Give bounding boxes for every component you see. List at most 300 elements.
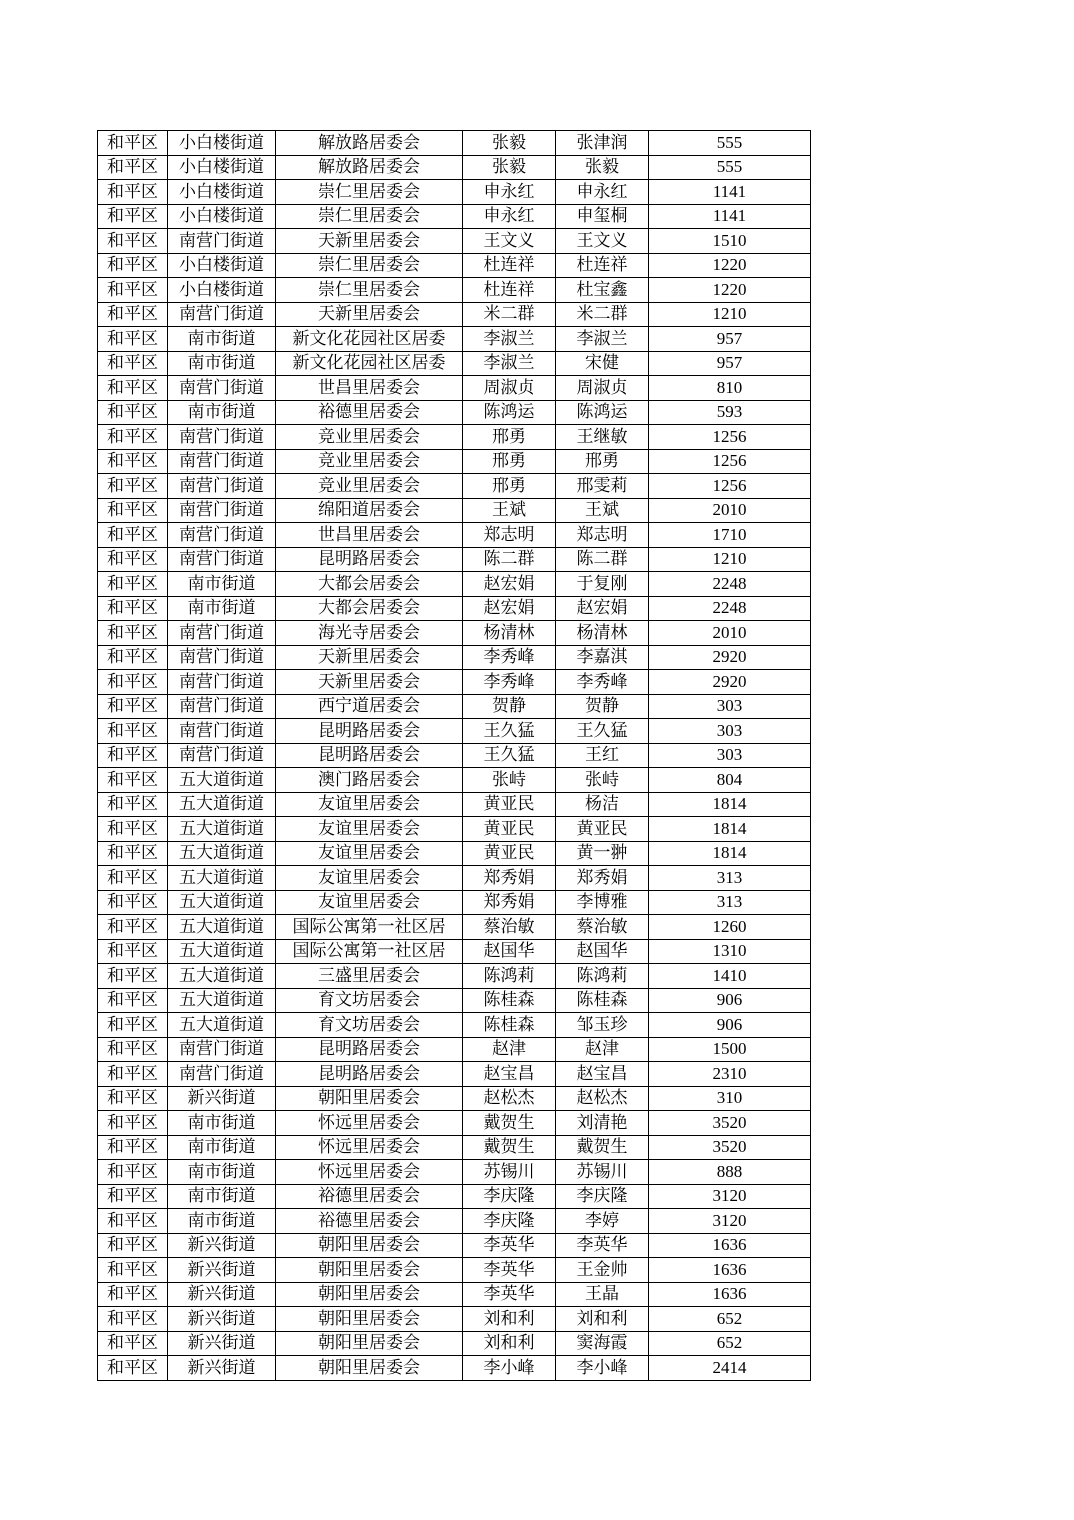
committee-cell[interactable]: 昆明路居委会 (276, 743, 463, 768)
applicant-cell[interactable]: 张毅 (463, 131, 556, 156)
committee-cell[interactable]: 国际公寓第一社区居 (276, 939, 463, 964)
applicant-cell[interactable]: 刘和利 (463, 1307, 556, 1332)
amount-cell[interactable]: 303 (649, 719, 811, 744)
district-cell[interactable]: 和平区 (98, 621, 168, 646)
committee-cell[interactable]: 朝阳里居委会 (276, 1086, 463, 1111)
member-cell[interactable]: 王红 (556, 743, 649, 768)
applicant-cell[interactable]: 李秀峰 (463, 670, 556, 695)
member-cell[interactable]: 杜连祥 (556, 253, 649, 278)
member-cell[interactable]: 王文义 (556, 229, 649, 254)
applicant-cell[interactable]: 王久猛 (463, 743, 556, 768)
committee-cell[interactable]: 竞业里居委会 (276, 425, 463, 450)
district-cell[interactable]: 和平区 (98, 204, 168, 229)
amount-cell[interactable]: 1710 (649, 523, 811, 548)
amount-cell[interactable]: 957 (649, 327, 811, 352)
district-cell[interactable]: 和平区 (98, 547, 168, 572)
amount-cell[interactable]: 593 (649, 400, 811, 425)
committee-cell[interactable]: 天新里居委会 (276, 645, 463, 670)
committee-cell[interactable]: 竞业里居委会 (276, 449, 463, 474)
applicant-cell[interactable]: 陈桂森 (463, 1013, 556, 1038)
applicant-cell[interactable]: 李淑兰 (463, 351, 556, 376)
amount-cell[interactable]: 555 (649, 155, 811, 180)
applicant-cell[interactable]: 黄亚民 (463, 841, 556, 866)
applicant-cell[interactable]: 陈桂森 (463, 988, 556, 1013)
street-cell[interactable]: 五大道街道 (168, 1013, 276, 1038)
applicant-cell[interactable]: 郑志明 (463, 523, 556, 548)
committee-cell[interactable]: 友谊里居委会 (276, 866, 463, 891)
committee-cell[interactable]: 大都会居委会 (276, 596, 463, 621)
applicant-cell[interactable]: 郑秀娟 (463, 866, 556, 891)
amount-cell[interactable]: 1636 (649, 1258, 811, 1283)
member-cell[interactable]: 于复刚 (556, 572, 649, 597)
committee-cell[interactable]: 三盛里居委会 (276, 964, 463, 989)
committee-cell[interactable]: 崇仁里居委会 (276, 180, 463, 205)
applicant-cell[interactable]: 杨清林 (463, 621, 556, 646)
member-cell[interactable]: 张津润 (556, 131, 649, 156)
applicant-cell[interactable]: 李英华 (463, 1258, 556, 1283)
amount-cell[interactable]: 1256 (649, 425, 811, 450)
amount-cell[interactable]: 652 (649, 1331, 811, 1356)
street-cell[interactable]: 南市街道 (168, 327, 276, 352)
member-cell[interactable]: 赵津 (556, 1037, 649, 1062)
committee-cell[interactable]: 友谊里居委会 (276, 817, 463, 842)
amount-cell[interactable]: 1636 (649, 1282, 811, 1307)
street-cell[interactable]: 南营门街道 (168, 670, 276, 695)
member-cell[interactable]: 赵宏娟 (556, 596, 649, 621)
member-cell[interactable]: 王久猛 (556, 719, 649, 744)
district-cell[interactable]: 和平区 (98, 915, 168, 940)
committee-cell[interactable]: 昆明路居委会 (276, 1062, 463, 1087)
district-cell[interactable]: 和平区 (98, 1111, 168, 1136)
member-cell[interactable]: 陈二群 (556, 547, 649, 572)
district-cell[interactable]: 和平区 (98, 449, 168, 474)
street-cell[interactable]: 南营门街道 (168, 547, 276, 572)
applicant-cell[interactable]: 周淑贞 (463, 376, 556, 401)
district-cell[interactable]: 和平区 (98, 596, 168, 621)
committee-cell[interactable]: 天新里居委会 (276, 229, 463, 254)
committee-cell[interactable]: 竞业里居委会 (276, 474, 463, 499)
amount-cell[interactable]: 888 (649, 1160, 811, 1185)
street-cell[interactable]: 南市街道 (168, 596, 276, 621)
amount-cell[interactable]: 957 (649, 351, 811, 376)
street-cell[interactable]: 南市街道 (168, 1184, 276, 1209)
committee-cell[interactable]: 怀远里居委会 (276, 1111, 463, 1136)
applicant-cell[interactable]: 李秀峰 (463, 645, 556, 670)
amount-cell[interactable]: 1256 (649, 449, 811, 474)
member-cell[interactable]: 赵松杰 (556, 1086, 649, 1111)
district-cell[interactable]: 和平区 (98, 1086, 168, 1111)
street-cell[interactable]: 南营门街道 (168, 425, 276, 450)
member-cell[interactable]: 申永红 (556, 180, 649, 205)
applicant-cell[interactable]: 陈二群 (463, 547, 556, 572)
member-cell[interactable]: 邢雯莉 (556, 474, 649, 499)
committee-cell[interactable]: 绵阳道居委会 (276, 498, 463, 523)
member-cell[interactable]: 李嘉淇 (556, 645, 649, 670)
amount-cell[interactable]: 2920 (649, 670, 811, 695)
amount-cell[interactable]: 652 (649, 1307, 811, 1332)
applicant-cell[interactable]: 戴贺生 (463, 1135, 556, 1160)
district-cell[interactable]: 和平区 (98, 376, 168, 401)
applicant-cell[interactable]: 申永红 (463, 180, 556, 205)
street-cell[interactable]: 小白楼街道 (168, 131, 276, 156)
amount-cell[interactable]: 1141 (649, 180, 811, 205)
district-cell[interactable]: 和平区 (98, 425, 168, 450)
committee-cell[interactable]: 西宁道居委会 (276, 694, 463, 719)
member-cell[interactable]: 王斌 (556, 498, 649, 523)
member-cell[interactable]: 米二群 (556, 302, 649, 327)
amount-cell[interactable]: 310 (649, 1086, 811, 1111)
street-cell[interactable]: 南市街道 (168, 1135, 276, 1160)
committee-cell[interactable]: 澳门路居委会 (276, 768, 463, 793)
district-cell[interactable]: 和平区 (98, 155, 168, 180)
street-cell[interactable]: 南营门街道 (168, 449, 276, 474)
member-cell[interactable]: 戴贺生 (556, 1135, 649, 1160)
member-cell[interactable]: 王继敏 (556, 425, 649, 450)
committee-cell[interactable]: 朝阳里居委会 (276, 1233, 463, 1258)
member-cell[interactable]: 刘和利 (556, 1307, 649, 1332)
street-cell[interactable]: 南营门街道 (168, 302, 276, 327)
member-cell[interactable]: 李庆隆 (556, 1184, 649, 1209)
street-cell[interactable]: 小白楼街道 (168, 278, 276, 303)
applicant-cell[interactable]: 李淑兰 (463, 327, 556, 352)
committee-cell[interactable]: 怀远里居委会 (276, 1160, 463, 1185)
street-cell[interactable]: 小白楼街道 (168, 204, 276, 229)
applicant-cell[interactable]: 李小峰 (463, 1356, 556, 1381)
applicant-cell[interactable]: 赵国华 (463, 939, 556, 964)
street-cell[interactable]: 小白楼街道 (168, 180, 276, 205)
member-cell[interactable]: 蔡治敏 (556, 915, 649, 940)
amount-cell[interactable]: 2414 (649, 1356, 811, 1381)
applicant-cell[interactable]: 李庆隆 (463, 1184, 556, 1209)
member-cell[interactable]: 李秀峰 (556, 670, 649, 695)
applicant-cell[interactable]: 王斌 (463, 498, 556, 523)
applicant-cell[interactable]: 杜连祥 (463, 278, 556, 303)
member-cell[interactable]: 窦海霞 (556, 1331, 649, 1356)
district-cell[interactable]: 和平区 (98, 498, 168, 523)
committee-cell[interactable]: 朝阳里居委会 (276, 1307, 463, 1332)
district-cell[interactable]: 和平区 (98, 1331, 168, 1356)
district-cell[interactable]: 和平区 (98, 131, 168, 156)
committee-cell[interactable]: 朝阳里居委会 (276, 1356, 463, 1381)
applicant-cell[interactable]: 邢勇 (463, 449, 556, 474)
member-cell[interactable]: 杨清林 (556, 621, 649, 646)
applicant-cell[interactable]: 赵松杰 (463, 1086, 556, 1111)
street-cell[interactable]: 五大道街道 (168, 964, 276, 989)
street-cell[interactable]: 南市街道 (168, 572, 276, 597)
committee-cell[interactable]: 友谊里居委会 (276, 792, 463, 817)
amount-cell[interactable]: 303 (649, 694, 811, 719)
amount-cell[interactable]: 1500 (649, 1037, 811, 1062)
district-cell[interactable]: 和平区 (98, 719, 168, 744)
district-cell[interactable]: 和平区 (98, 1307, 168, 1332)
amount-cell[interactable]: 1141 (649, 204, 811, 229)
committee-cell[interactable]: 崇仁里居委会 (276, 204, 463, 229)
district-cell[interactable]: 和平区 (98, 939, 168, 964)
applicant-cell[interactable]: 王久猛 (463, 719, 556, 744)
committee-cell[interactable]: 裕德里居委会 (276, 400, 463, 425)
committee-cell[interactable]: 崇仁里居委会 (276, 278, 463, 303)
district-cell[interactable]: 和平区 (98, 253, 168, 278)
member-cell[interactable]: 周淑贞 (556, 376, 649, 401)
member-cell[interactable]: 王金帅 (556, 1258, 649, 1283)
member-cell[interactable]: 申玺桐 (556, 204, 649, 229)
member-cell[interactable]: 张毅 (556, 155, 649, 180)
applicant-cell[interactable]: 申永红 (463, 204, 556, 229)
street-cell[interactable]: 新兴街道 (168, 1307, 276, 1332)
committee-cell[interactable]: 海光寺居委会 (276, 621, 463, 646)
district-cell[interactable]: 和平区 (98, 1209, 168, 1234)
member-cell[interactable]: 贺静 (556, 694, 649, 719)
street-cell[interactable]: 南营门街道 (168, 694, 276, 719)
district-cell[interactable]: 和平区 (98, 327, 168, 352)
member-cell[interactable]: 黄亚民 (556, 817, 649, 842)
committee-cell[interactable]: 解放路居委会 (276, 155, 463, 180)
district-cell[interactable]: 和平区 (98, 1233, 168, 1258)
amount-cell[interactable]: 1410 (649, 964, 811, 989)
street-cell[interactable]: 南营门街道 (168, 523, 276, 548)
applicant-cell[interactable]: 杜连祥 (463, 253, 556, 278)
member-cell[interactable]: 陈鸿莉 (556, 964, 649, 989)
member-cell[interactable]: 郑志明 (556, 523, 649, 548)
street-cell[interactable]: 五大道街道 (168, 817, 276, 842)
district-cell[interactable]: 和平区 (98, 1356, 168, 1381)
member-cell[interactable]: 邹玉珍 (556, 1013, 649, 1038)
amount-cell[interactable]: 3120 (649, 1209, 811, 1234)
applicant-cell[interactable]: 刘和利 (463, 1331, 556, 1356)
street-cell[interactable]: 南营门街道 (168, 621, 276, 646)
committee-cell[interactable]: 崇仁里居委会 (276, 253, 463, 278)
street-cell[interactable]: 新兴街道 (168, 1233, 276, 1258)
street-cell[interactable]: 五大道街道 (168, 890, 276, 915)
committee-cell[interactable]: 朝阳里居委会 (276, 1331, 463, 1356)
applicant-cell[interactable]: 张峙 (463, 768, 556, 793)
amount-cell[interactable]: 313 (649, 866, 811, 891)
street-cell[interactable]: 南市街道 (168, 1111, 276, 1136)
district-cell[interactable]: 和平区 (98, 694, 168, 719)
member-cell[interactable]: 杜宝鑫 (556, 278, 649, 303)
committee-cell[interactable]: 昆明路居委会 (276, 719, 463, 744)
street-cell[interactable]: 新兴街道 (168, 1331, 276, 1356)
committee-cell[interactable]: 裕德里居委会 (276, 1209, 463, 1234)
street-cell[interactable]: 五大道街道 (168, 792, 276, 817)
applicant-cell[interactable]: 赵津 (463, 1037, 556, 1062)
district-cell[interactable]: 和平区 (98, 792, 168, 817)
amount-cell[interactable]: 1814 (649, 841, 811, 866)
committee-cell[interactable]: 天新里居委会 (276, 302, 463, 327)
applicant-cell[interactable]: 苏锡川 (463, 1160, 556, 1185)
district-cell[interactable]: 和平区 (98, 1062, 168, 1087)
amount-cell[interactable]: 1260 (649, 915, 811, 940)
street-cell[interactable]: 南营门街道 (168, 498, 276, 523)
applicant-cell[interactable]: 戴贺生 (463, 1111, 556, 1136)
district-cell[interactable]: 和平区 (98, 278, 168, 303)
street-cell[interactable]: 南市街道 (168, 1160, 276, 1185)
member-cell[interactable]: 陈鸿运 (556, 400, 649, 425)
member-cell[interactable]: 王晶 (556, 1282, 649, 1307)
district-cell[interactable]: 和平区 (98, 523, 168, 548)
amount-cell[interactable]: 555 (649, 131, 811, 156)
amount-cell[interactable]: 2920 (649, 645, 811, 670)
applicant-cell[interactable]: 邢勇 (463, 474, 556, 499)
member-cell[interactable]: 赵宝昌 (556, 1062, 649, 1087)
street-cell[interactable]: 五大道街道 (168, 988, 276, 1013)
committee-cell[interactable]: 新文化花园社区居委 (276, 327, 463, 352)
street-cell[interactable]: 南营门街道 (168, 719, 276, 744)
district-cell[interactable]: 和平区 (98, 743, 168, 768)
amount-cell[interactable]: 1636 (649, 1233, 811, 1258)
street-cell[interactable]: 新兴街道 (168, 1282, 276, 1307)
street-cell[interactable]: 小白楼街道 (168, 253, 276, 278)
amount-cell[interactable]: 906 (649, 988, 811, 1013)
applicant-cell[interactable]: 赵宏娟 (463, 596, 556, 621)
member-cell[interactable]: 刘清艳 (556, 1111, 649, 1136)
applicant-cell[interactable]: 王文义 (463, 229, 556, 254)
amount-cell[interactable]: 1210 (649, 547, 811, 572)
member-cell[interactable]: 赵国华 (556, 939, 649, 964)
district-cell[interactable]: 和平区 (98, 1037, 168, 1062)
committee-cell[interactable]: 育文坊居委会 (276, 1013, 463, 1038)
street-cell[interactable]: 南营门街道 (168, 645, 276, 670)
amount-cell[interactable]: 1310 (649, 939, 811, 964)
applicant-cell[interactable]: 赵宝昌 (463, 1062, 556, 1087)
member-cell[interactable]: 李英华 (556, 1233, 649, 1258)
member-cell[interactable]: 郑秀娟 (556, 866, 649, 891)
applicant-cell[interactable]: 李庆隆 (463, 1209, 556, 1234)
district-cell[interactable]: 和平区 (98, 572, 168, 597)
district-cell[interactable]: 和平区 (98, 302, 168, 327)
committee-cell[interactable]: 育文坊居委会 (276, 988, 463, 1013)
amount-cell[interactable]: 3520 (649, 1111, 811, 1136)
street-cell[interactable]: 南营门街道 (168, 376, 276, 401)
district-cell[interactable]: 和平区 (98, 474, 168, 499)
street-cell[interactable]: 五大道街道 (168, 939, 276, 964)
amount-cell[interactable]: 3520 (649, 1135, 811, 1160)
district-cell[interactable]: 和平区 (98, 988, 168, 1013)
applicant-cell[interactable]: 邢勇 (463, 425, 556, 450)
applicant-cell[interactable]: 米二群 (463, 302, 556, 327)
amount-cell[interactable]: 303 (649, 743, 811, 768)
street-cell[interactable]: 南营门街道 (168, 1037, 276, 1062)
district-cell[interactable]: 和平区 (98, 180, 168, 205)
member-cell[interactable]: 李淑兰 (556, 327, 649, 352)
amount-cell[interactable]: 1256 (649, 474, 811, 499)
district-cell[interactable]: 和平区 (98, 1160, 168, 1185)
street-cell[interactable]: 南营门街道 (168, 229, 276, 254)
district-cell[interactable]: 和平区 (98, 841, 168, 866)
amount-cell[interactable]: 313 (649, 890, 811, 915)
district-cell[interactable]: 和平区 (98, 400, 168, 425)
street-cell[interactable]: 新兴街道 (168, 1258, 276, 1283)
district-cell[interactable]: 和平区 (98, 866, 168, 891)
member-cell[interactable]: 宋健 (556, 351, 649, 376)
applicant-cell[interactable]: 黄亚民 (463, 792, 556, 817)
amount-cell[interactable]: 2010 (649, 498, 811, 523)
committee-cell[interactable]: 友谊里居委会 (276, 890, 463, 915)
amount-cell[interactable]: 906 (649, 1013, 811, 1038)
street-cell[interactable]: 新兴街道 (168, 1086, 276, 1111)
district-cell[interactable]: 和平区 (98, 645, 168, 670)
amount-cell[interactable]: 1814 (649, 817, 811, 842)
member-cell[interactable]: 黄一翀 (556, 841, 649, 866)
applicant-cell[interactable]: 陈鸿莉 (463, 964, 556, 989)
district-cell[interactable]: 和平区 (98, 768, 168, 793)
member-cell[interactable]: 李博雅 (556, 890, 649, 915)
amount-cell[interactable]: 804 (649, 768, 811, 793)
street-cell[interactable]: 五大道街道 (168, 915, 276, 940)
committee-cell[interactable]: 友谊里居委会 (276, 841, 463, 866)
committee-cell[interactable]: 新文化花园社区居委 (276, 351, 463, 376)
member-cell[interactable]: 邢勇 (556, 449, 649, 474)
district-cell[interactable]: 和平区 (98, 817, 168, 842)
applicant-cell[interactable]: 贺静 (463, 694, 556, 719)
amount-cell[interactable]: 810 (649, 376, 811, 401)
street-cell[interactable]: 五大道街道 (168, 841, 276, 866)
member-cell[interactable]: 李小峰 (556, 1356, 649, 1381)
committee-cell[interactable]: 裕德里居委会 (276, 1184, 463, 1209)
committee-cell[interactable]: 世昌里居委会 (276, 523, 463, 548)
committee-cell[interactable]: 怀远里居委会 (276, 1135, 463, 1160)
member-cell[interactable]: 张峙 (556, 768, 649, 793)
amount-cell[interactable]: 1210 (649, 302, 811, 327)
street-cell[interactable]: 南市街道 (168, 351, 276, 376)
applicant-cell[interactable]: 李英华 (463, 1233, 556, 1258)
street-cell[interactable]: 南营门街道 (168, 1062, 276, 1087)
member-cell[interactable]: 苏锡川 (556, 1160, 649, 1185)
street-cell[interactable]: 南营门街道 (168, 474, 276, 499)
street-cell[interactable]: 南营门街道 (168, 743, 276, 768)
district-cell[interactable]: 和平区 (98, 964, 168, 989)
district-cell[interactable]: 和平区 (98, 670, 168, 695)
district-cell[interactable]: 和平区 (98, 1258, 168, 1283)
applicant-cell[interactable]: 赵宏娟 (463, 572, 556, 597)
committee-cell[interactable]: 国际公寓第一社区居 (276, 915, 463, 940)
street-cell[interactable]: 小白楼街道 (168, 155, 276, 180)
applicant-cell[interactable]: 黄亚民 (463, 817, 556, 842)
amount-cell[interactable]: 1510 (649, 229, 811, 254)
committee-cell[interactable]: 世昌里居委会 (276, 376, 463, 401)
amount-cell[interactable]: 3120 (649, 1184, 811, 1209)
street-cell[interactable]: 新兴街道 (168, 1356, 276, 1381)
street-cell[interactable]: 南市街道 (168, 400, 276, 425)
committee-cell[interactable]: 昆明路居委会 (276, 547, 463, 572)
district-cell[interactable]: 和平区 (98, 1013, 168, 1038)
applicant-cell[interactable]: 李英华 (463, 1282, 556, 1307)
district-cell[interactable]: 和平区 (98, 890, 168, 915)
street-cell[interactable]: 南市街道 (168, 1209, 276, 1234)
committee-cell[interactable]: 解放路居委会 (276, 131, 463, 156)
committee-cell[interactable]: 昆明路居委会 (276, 1037, 463, 1062)
amount-cell[interactable]: 1220 (649, 278, 811, 303)
district-cell[interactable]: 和平区 (98, 1135, 168, 1160)
district-cell[interactable]: 和平区 (98, 229, 168, 254)
amount-cell[interactable]: 2248 (649, 572, 811, 597)
committee-cell[interactable]: 朝阳里居委会 (276, 1258, 463, 1283)
member-cell[interactable]: 杨洁 (556, 792, 649, 817)
district-cell[interactable]: 和平区 (98, 1184, 168, 1209)
street-cell[interactable]: 五大道街道 (168, 866, 276, 891)
amount-cell[interactable]: 1220 (649, 253, 811, 278)
member-cell[interactable]: 李婷 (556, 1209, 649, 1234)
amount-cell[interactable]: 1814 (649, 792, 811, 817)
amount-cell[interactable]: 2310 (649, 1062, 811, 1087)
applicant-cell[interactable]: 张毅 (463, 155, 556, 180)
applicant-cell[interactable]: 蔡治敏 (463, 915, 556, 940)
amount-cell[interactable]: 2248 (649, 596, 811, 621)
committee-cell[interactable]: 天新里居委会 (276, 670, 463, 695)
applicant-cell[interactable]: 郑秀娟 (463, 890, 556, 915)
member-cell[interactable]: 陈桂森 (556, 988, 649, 1013)
committee-cell[interactable]: 大都会居委会 (276, 572, 463, 597)
